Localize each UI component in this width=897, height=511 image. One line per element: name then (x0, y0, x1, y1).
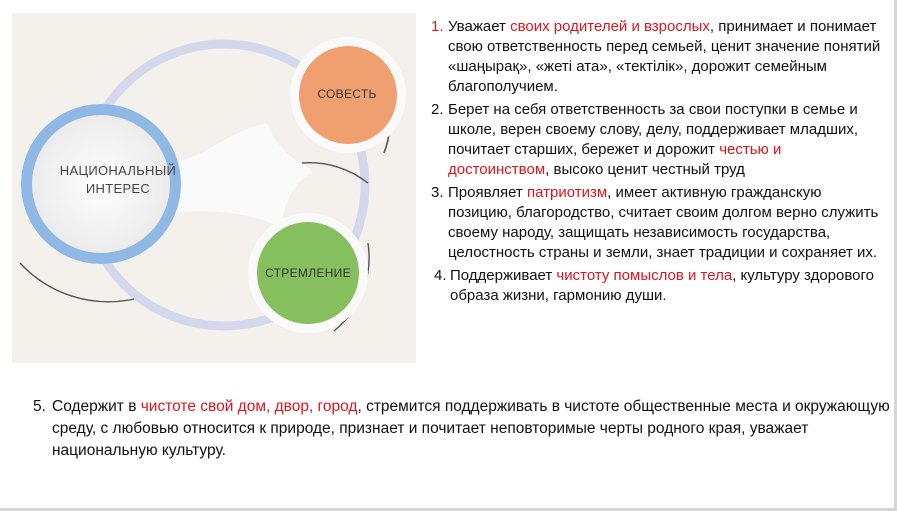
item-text: , стремится поддерживать в чистоте общественные места и окружающую среду, с любовью относится к природе, признает и почитает неповторимые черты родного края, уважает национальную культуру. (52, 398, 890, 459)
item-text: Берет на себя ответственность за свои поступки в семье и школе, верен своему слову, делу, поддерживает младших, почитает старших, бережет и дорожит (448, 101, 859, 158)
item-highlight: своих родителей и взрослых (510, 18, 710, 35)
item-number: 3. (431, 184, 444, 201)
item-number: 5. (33, 398, 46, 415)
item-highlight: патриотизм (526, 184, 608, 201)
item-number: 1. (431, 18, 444, 35)
list-item (426, 100, 886, 180)
aspiration-label: СТРЕМЛЕНИЕ (265, 266, 351, 280)
item-highlight: чистоте свой дом, двор, город (140, 398, 358, 415)
item-text: , культуру здорового образа жизни, гармонию души. (450, 267, 874, 304)
qualities-list (426, 17, 886, 309)
item-highlight: чистоту помыслов и тела (556, 267, 733, 284)
item-text: Проявляет (448, 184, 527, 201)
values-diagram (12, 13, 416, 363)
item-number: 2. (431, 101, 444, 118)
item-highlight: честью и достоинством (448, 141, 782, 178)
item-number: 4. (434, 267, 447, 284)
national-interest-label (50, 162, 186, 198)
item-text: , высоко ценит честный труд (545, 161, 745, 178)
item-text: Уважает (448, 18, 511, 35)
item-text: Поддерживает (450, 267, 557, 284)
list-item (426, 183, 886, 263)
national-interest-line1: НАЦИОНАЛЬНЫЙ (59, 163, 177, 178)
national-interest-line2: ИНТЕРЕС (85, 181, 151, 196)
list-item (426, 17, 886, 97)
item-text: , имеет активную гражданскую позицию, благородство, считает своим долгом верно служить своему народу, защищать независимость государства, целостность страны и земли, знает традиции и сохраняет их. (448, 184, 879, 261)
list-item (426, 266, 886, 306)
item-text: Содержит в (52, 398, 141, 415)
bottom-paragraph (30, 396, 892, 462)
item-text: , принимает и понимает свою ответственность перед семьей, ценит значение понятий «шаңырақ», «жеті ата», «тектілік», дорожит семейным благополучием. (448, 18, 881, 95)
conscience-label: СОВЕСТЬ (317, 87, 377, 101)
